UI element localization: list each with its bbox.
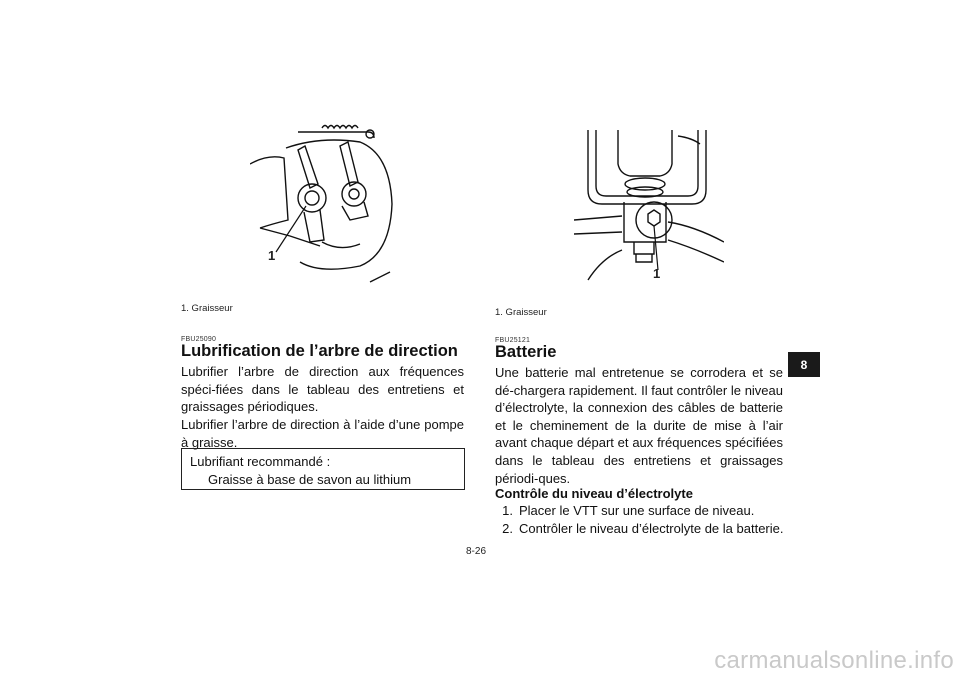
left-figure-callout: 1 bbox=[268, 248, 276, 263]
step-number: 1. bbox=[502, 503, 513, 518]
battery-area-illustration bbox=[574, 130, 724, 290]
electrolyte-subheading: Contrôle du niveau d’électrolyte bbox=[495, 486, 693, 501]
battery-area-drawing bbox=[574, 130, 724, 290]
lubricant-label: Lubrifiant recommandé : bbox=[190, 454, 331, 469]
left-section-heading: Lubrification de l’arbre de direction bbox=[181, 342, 458, 360]
chapter-tab: 8 bbox=[788, 352, 820, 377]
page-number: 8-26 bbox=[466, 546, 487, 557]
left-paragraph-1: Lubrifier l’arbre de direction aux fréquences spéci-fiées dans le tableau des entretiens et graissages périodiques. bbox=[181, 364, 464, 415]
watermark-text: carmanualsonline.info bbox=[714, 647, 954, 674]
left-section-code: FBU25090 bbox=[181, 336, 217, 343]
steering-shaft-drawing bbox=[250, 124, 400, 296]
left-paragraph-2: Lubrifier l’arbre de direction à l’aide d’une pompe à graisse. bbox=[181, 417, 464, 450]
right-section-heading: Batterie bbox=[495, 343, 557, 361]
left-caption: 1. Graisseur bbox=[181, 303, 233, 314]
step-number: 2. bbox=[502, 520, 513, 536]
right-caption: 1. Graisseur bbox=[495, 307, 547, 318]
lubricant-value: Graisse à base de savon au lithium bbox=[208, 471, 412, 487]
steering-shaft-illustration bbox=[250, 124, 400, 296]
list-item bbox=[495, 520, 785, 538]
electrolyte-steps bbox=[495, 502, 785, 537]
step-text: Contrôler le niveau d’électrolyte de la batterie. bbox=[519, 520, 784, 536]
right-paragraph: Une batterie mal entretenue se corrodera et se dé-chargera rapidement. Il faut contrôler le niveau d’électrolyte, la connexion des câbles de batterie et le cheminement de la durite de mise à l’air avant chaque départ et aux fréquences spécifiées dans le tableau des entretiens et graissages périodi-ques. bbox=[495, 365, 783, 486]
right-section-code: FBU25121 bbox=[495, 337, 531, 344]
step-text: Placer le VTT sur une surface de niveau. bbox=[519, 503, 755, 518]
right-figure-callout: 1 bbox=[653, 266, 661, 281]
list-item bbox=[495, 502, 785, 520]
recommended-lubricant-box bbox=[181, 448, 465, 490]
